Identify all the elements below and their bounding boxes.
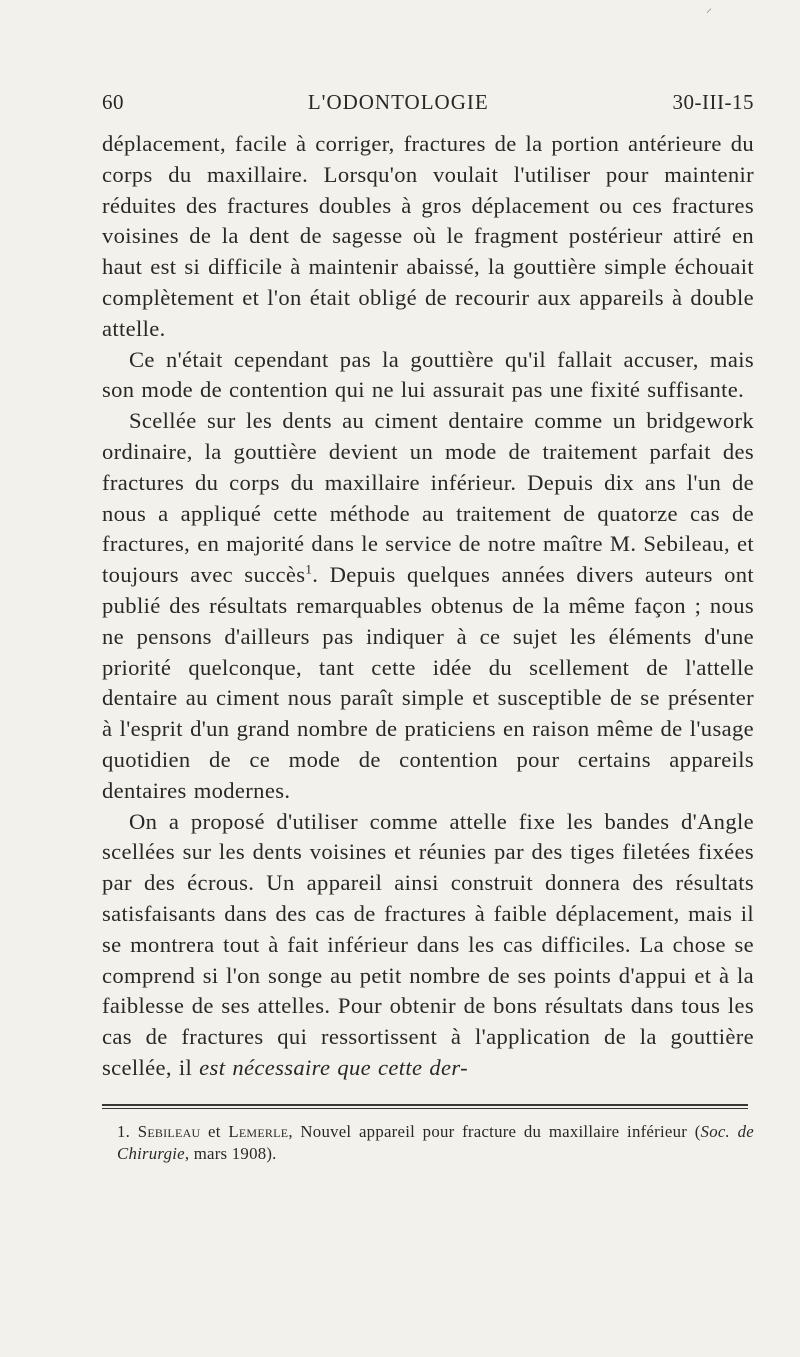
paragraph-3 <box>102 406 754 806</box>
paragraph-text: Ce n'était cependant pas la gouttière qu'il fallait accuser, mais son mode de contention qui ne lui assurait pas une fixité suffisante. <box>102 346 754 403</box>
footnote-author-1: Sebileau <box>137 1121 201 1141</box>
body-text <box>102 129 754 1084</box>
running-title: L'ODONTOLOGIE <box>307 90 489 114</box>
page-header <box>102 90 754 115</box>
footnote-date: , mars 1908). <box>184 1143 277 1163</box>
page-number: 60 <box>102 90 124 114</box>
paragraph-1 <box>102 129 754 345</box>
paragraph-2 <box>102 345 754 407</box>
footnote-divider <box>102 1104 748 1109</box>
footnote-number: 1. <box>117 1121 131 1141</box>
footnote <box>102 1121 754 1165</box>
footnote-source: Soc. de Chirurgie <box>117 1121 754 1163</box>
footnote-title: , Nouvel appareil pour fracture du maxillaire inférieur ( <box>288 1121 701 1141</box>
issue-date: 30-III-15 <box>672 90 754 114</box>
footnote-author-2: Lemerle <box>228 1121 289 1141</box>
paragraph-text: déplacement, facile à corriger, fractures de la portion antérieure du corps du maxillaire. Lorsqu'on voulait l'utiliser pour maintenir réduites des fractures doubles à gros déplacement ou ces fractures voisines de la dent de sagesse où le fragment postérieur attiré en haut est si difficile à maintenir abaissé, la gouttière simple échouait complètement et l'on était obligé de recourir aux appareils à double attelle. <box>102 131 754 341</box>
paragraph-text: On a proposé d'utiliser comme attelle fixe les bandes d'Angle scellées sur les dents voisines et réunies par des tiges filetées fixées par des écrous. Un appareil ainsi construit donnera des résultats satisfaisants dans des cas de fractures à faible déplacement, mais il se montrera tout à fait inférieur dans les cas difficiles. La chose se comprend si l'on songe au petit nombre de ses points d'appui et à la faiblesse de ses attelles. Pour obtenir de bons résultats dans tous les cas de fractures qui ressortissent à l'application de la gouttière scellée, il <box>102 808 754 1080</box>
paragraph-4 <box>102 807 754 1084</box>
stray-mark: ⸍ <box>706 6 713 20</box>
footnote-conj: et <box>200 1121 229 1141</box>
footnote-ref: 1 <box>305 561 313 577</box>
page <box>102 90 754 1165</box>
paragraph-text-cont: . Depuis quelques années divers auteurs ont publié des résultats remarquables obtenus de la même façon ; nous ne pensons d'ailleurs pas indiquer à ce sujet les éléments d'une priorité quelconque, tant cette idée du scellement de l'attelle dentaire au ciment nous paraît simple et susceptible de se présenter à l'esprit d'un grand nombre de praticiens en raison même de l'usage quotidien de ce mode de contention pour certains appareils dentaires modernes. <box>102 562 754 803</box>
paragraph-text: Scellée sur les dents au ciment dentaire comme un bridgework ordinaire, la gouttière devient un mode de traitement parfait des fractures du corps du maxillaire inférieur. Depuis dix ans l'un de nous a appliqué cette méthode au traitement de quatorze cas de fractures, en majorité dans le service de notre maître M. Sebileau, et toujours avec succès <box>102 408 754 588</box>
italic-text: est nécessaire que cette der- <box>199 1054 468 1080</box>
